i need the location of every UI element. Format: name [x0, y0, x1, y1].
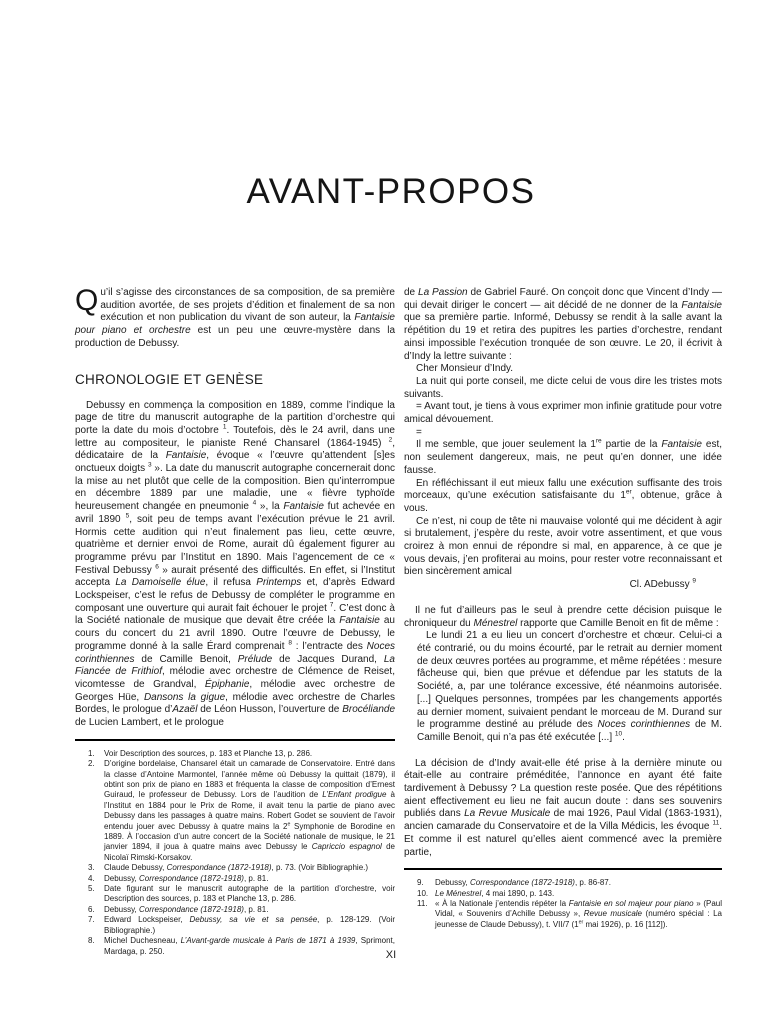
footnote-number: 2. [88, 759, 95, 769]
paragraph: Il me semble, que jouer seulement la 1re partie de la Fantaisie est, non seulement dangereux, mais, ne peut qu’en donner, une idée fausse. [404, 438, 722, 476]
page-number: XI [385, 949, 397, 961]
footnote-text: Michel Duchesneau, L’Avant-garde musicale à Paris de 1871 à 1939, Sprimont, Mardaga, p. 250. [104, 936, 395, 956]
footnote-text: D’origine bordelaise, Chansarel était un camarade de Conservatoire. Entré dans la classe d’Antoine Marmontel, l’année même où Debussy la quittait (1879), il obtint son prix de piano en 1883 et fréquenta la classe de composition d’Ernest Guiraud, le professeur de Debussy. Lors de l’audition de L’Enfant prodigue à l’Institut en 1884 pour le Prix de Rome, il avait tenu la partie de piano avec Debussy dans les passages à quatre mains. Robert Godet se souvient de l’avoir entendu jouer avec Debussy à quatre mains la 2e Symphonie de Borodine en 1889. À l’occasion d’un autre concert de la Société nationale de musique, le 21 janvier 1894, il joua à quatre mains avec Debussy le Capriccio espagnol de Nicolaï Rimski-Korsakov. [104, 759, 395, 862]
paragraph: La nuit qui porte conseil, me dicte celui de vous dire les tristes mots suivants. [404, 375, 722, 400]
footnote-rule [75, 739, 395, 741]
footnote [75, 905, 395, 915]
paragraph: Cher Monsieur d’Indy. [416, 363, 514, 375]
footnote-text: Le Ménestrel, 4 mai 1890, p. 143. [435, 888, 555, 898]
footnotes-left [75, 739, 395, 957]
footnote-number: 5. [88, 884, 95, 894]
paragraph: Cl. ADebussy $^9$ [629, 577, 696, 591]
left-column [75, 284, 396, 957]
footnote-number: 3. [88, 863, 95, 873]
footnote-text: Debussy, Correspondance (1872-1918), p. 86-87. [435, 878, 611, 888]
footnote-text: Date figurant sur le manuscrit autographe de la partition d’orchestre, voir Description des sources, p. 183 et Planche 13, p. 286. [104, 884, 395, 904]
footnote [75, 863, 395, 873]
footnote [75, 915, 395, 936]
page-title: AVANT-PROPOS [246, 172, 536, 211]
paragraph: = Avant tout, je tiens à vous exprimer mon infinie gratitude pour votre amical dévouement. [404, 401, 722, 426]
paragraph: Ce n’est, ni coup de tête ni mauvaise volonté qui me décident à agir si brutalement, j’espère du reste, avoir votre assentiment, et que vous croirez à mon ennui de répondre si mal, en apparence, à ce que je vous devais, j’en profiterai au moins, pour rester votre reconnaissant et bien sincèrement amical [404, 515, 722, 578]
text-columns [75, 284, 723, 957]
footnote-number: 6. [88, 904, 95, 914]
footnote-text: « À la Nationale j’entendis répéter la Fantaisie en sol majeur pour piano » (Paul Vidal, « Souvenirs d’Achille Debussy », Revue musicale (numéro spécial : La jeunesse de Claude Debussy), t. VII/7 (1er mai 1926), p. 16 [112]). [435, 899, 723, 929]
footnote [75, 759, 395, 863]
footnote-number: 8. [88, 936, 95, 946]
footnote-rule [404, 868, 722, 870]
footnote-text: Debussy, Correspondance (1872-1918), p. 81. [104, 873, 269, 883]
right-column [404, 287, 722, 957]
footnote-text: Edward Lockspeiser, Debussy, sa vie et sa pensée, p. 128-129. (Voir Bibliographie.) [104, 915, 395, 935]
footnote-list-right [404, 878, 722, 930]
footnote-number: 9. [417, 878, 424, 888]
footnote [75, 749, 395, 759]
right-column-blocks [404, 287, 722, 859]
footnote-number: 4. [88, 873, 95, 883]
paragraph: = [416, 426, 422, 438]
footnote [75, 884, 395, 905]
footnote-text: Claude Debussy, Correspondance (1872-1918), p. 73. (Voir Bibliographie.) [104, 863, 369, 873]
footnote [75, 874, 395, 884]
drop-cap: Q [75, 284, 99, 317]
footnote-number: 10. [417, 888, 429, 898]
section-heading: CHRONOLOGIE ET GENÈSE [75, 371, 264, 387]
paragraph: de La Passion de Gabriel Fauré. On conçoit donc que Vincent d’Indy — qui devait diriger le concert — ait décidé de ne donner de la Fantaisie que sa première partie. Informé, Debussy se rendit à la salle avant la répétition du 19 et retira des pupitres les parties d’orchestre, rendant ainsi impossible l’exécution tronquée de son œuvre. Le 20, il écrivit à d’Indy la lettre suivante : [404, 287, 722, 362]
footnote-number: 1. [88, 748, 95, 758]
body-paragraph: Debussy en commença la composition en 1889, comme l’indique la page de titre du manuscrit autographe de la partition d’orchestre qui porte la date du mois d’octobre $^1$. Toutefois, dès le 24 avril, dans une lettre au compositeur, le pianiste René Chansarel (1864-1945) $^2$, dédicataire de la Fantaisie, évoque « l’œuvre qu’attendent [s]es onctueux doigts $^3$ ». La date du manuscrit autographe concernerait donc la mise au net plutôt que celle de la composition. Bien qu’interrompue en décembre 1889 par une maladie, une « fièvre typhoïde heureusement changée en pneumonie $^4$ », la Fantaisie fut achevée en avril 1890 $^5$, soit peu de temps avant l’exécution prévue le 21 avril. Hormis cette audition qui n’eut finalement pas lieu, cette œuvre, quatrième et dernier envoi de Rome, aurait dû également figurer au programme prévu par l’Institut en 1890. Mais l’agencement de ce « Festival Debussy $^6$ » aurait présenté des difficultés. En effet, si l’Institut accepta La Damoiselle élue, il refusa Printemps et, d’après Edward Lockspeiser, c’est le refus de Debussy de compléter le programme en composant une ouverture qui aurait fait échouer le projet $^7$. C’est donc à la Société nationale de musique que devait être créée la Fantaisie au cours du concert du 21 avril 1890. Outre l’œuvre de Debussy, le programme donné à la salle Érard comprenait $^8$ : l’entracte des Noces corinthiennes de Camille Benoit, Prélude de Jacques Durand, La Fiancée de Frithiof, mélodie avec orchestre de Clémence de Reiset, vicomtesse de Grandval, Épiphanie, mélodie avec orchestre de Georges Hüe, Dansons la gigue, mélodie avec orchestre de Charles Bordes, le prologue d’Azaël de Léon Husson, l’ouverture de Brocéliande de Lucien Lambert, et le prologue [75, 399, 396, 729]
intro-paragraph [75, 284, 396, 351]
paragraph: En réfléchissant il eut mieux fallu une exécution suffisante des trois morceaux, qu’une exécution satisfaisante du 1er, obtenue, grâce à vous. [404, 477, 722, 514]
footnotes-right [404, 868, 722, 930]
paragraph: Il ne fut d’ailleurs pas le seul à prendre cette décision puisque le chroniqueur du Ménestrel rapporte que Camille Benoit en fit de même : [404, 604, 722, 629]
footnote [404, 878, 722, 888]
footnote-number: 11. [417, 899, 428, 909]
paragraph: Le lundi 21 a eu lieu un concert d’orchestre et chœur. Celui-ci a été contrarié, ou du moins écourté, par le retrait au dernier moment de deux œuvres portées au programme, et même répétées : mesure fâcheuse qui, bien que prévue et défendue par les statuts de la Société, a, par une tolérance excessive, été néanmoins autorisée. [...] Quelques personnes, trompées par les changements apportés au dernier moment, suivaient pendant le morceau de M. Durand sur le programme destiné au prélude des Noces corinthiennes de M. Camille Benoit, qui n’a pas été exécutée [...] $^{10}$. [417, 630, 722, 743]
footnote-list-left [75, 749, 395, 957]
footnote-number: 7. [88, 915, 95, 925]
footnote [404, 899, 722, 930]
footnote-text: Voir Description des sources, p. 183 et Planche 13, p. 286. [104, 748, 313, 758]
intro-text: u’il s’agisse des circonstances de sa composition, de sa première audition avortée, de ses projets d’édition et finalement de sa non exécution et non publication du vivant de son auteur, la Fantaisie pour piano et orchestre est un peu une œuvre-mystère dans la production de Debussy. [75, 287, 396, 349]
footnote-text: Debussy, Correspondance (1872-1918), p. 81. [104, 904, 269, 914]
paragraph: La décision de d’Indy avait-elle été prise à la dernière minute ou était-elle au contraire préméditée, l’annonce en ayant été faite tardivement à Debussy ? La question reste posée. Que des répétitions aient effectivement eu lieu ne fait aucun doute : dans ses souvenirs publiés dans La Revue Musicale de mai 1926, Paul Vidal (1863-1931), ancien camarade du Conservatoire et de la Villa Médicis, les évoque $^{11}$. Et comme il est naturel qu’elles aient commencé avec la première partie, [404, 757, 723, 858]
footnote [404, 889, 722, 899]
